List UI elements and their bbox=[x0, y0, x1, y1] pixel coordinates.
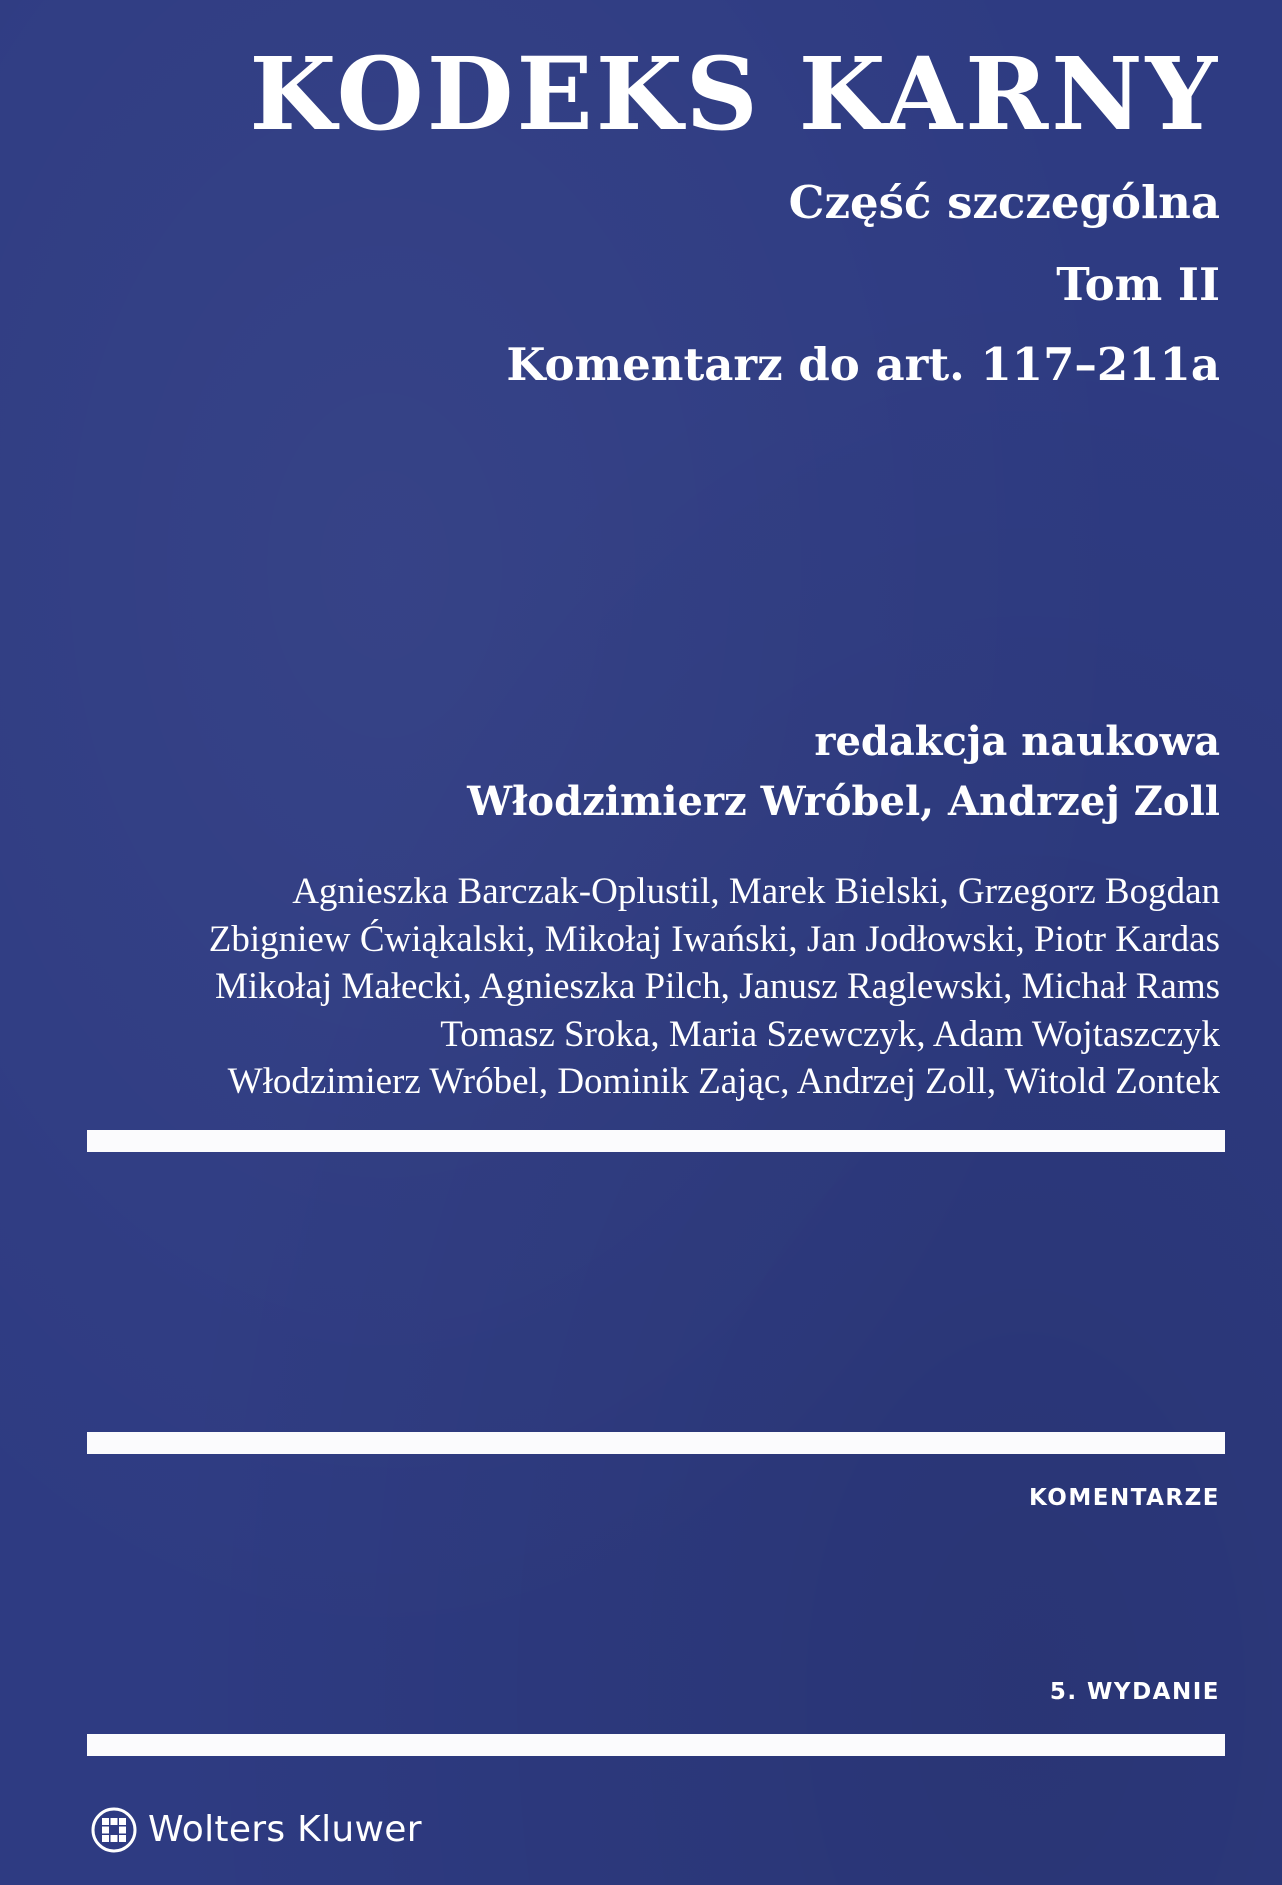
divider-rule bbox=[87, 1432, 1225, 1454]
book-subtitle: Część szczególna bbox=[788, 176, 1220, 229]
edition-label: 5. WYDANIE bbox=[1049, 1679, 1220, 1705]
editor-names: Włodzimierz Wróbel, Andrzej Zoll bbox=[467, 778, 1220, 825]
publisher-name: Wolters Kluwer bbox=[148, 1809, 422, 1850]
author-line: Mikołaj Małecki, Agnieszka Pilch, Janusz Raglewski, Michał Rams bbox=[215, 966, 1220, 1007]
editor-label: redakcja naukowa bbox=[814, 718, 1220, 765]
wolters-kluwer-logo-icon bbox=[90, 1806, 138, 1854]
commentary-scope: Komentarz do art. 117–211a bbox=[506, 338, 1220, 391]
author-line: Zbigniew Ćwiąkalski, Mikołaj Iwański, Jan Jodłowski, Piotr Kardas bbox=[208, 918, 1220, 960]
volume-label: Tom II bbox=[1056, 258, 1220, 311]
author-line: Tomasz Sroka, Maria Szewczyk, Adam Wojtaszczyk bbox=[440, 1013, 1220, 1055]
author-list bbox=[209, 868, 1220, 1106]
series-label: KOMENTARZE bbox=[1029, 1485, 1220, 1511]
divider-rule bbox=[87, 1130, 1225, 1152]
author-line: Agnieszka Barczak-Oplustil, Marek Bielski, Grzegorz Bogdan bbox=[292, 871, 1220, 912]
divider-rule bbox=[87, 1734, 1225, 1756]
author-line: Włodzimierz Wróbel, Dominik Zając, Andrzej Zoll, Witold Zontek bbox=[227, 1061, 1220, 1102]
book-title: KODEKS KARNY bbox=[249, 35, 1220, 153]
publisher-logo bbox=[90, 1806, 422, 1854]
